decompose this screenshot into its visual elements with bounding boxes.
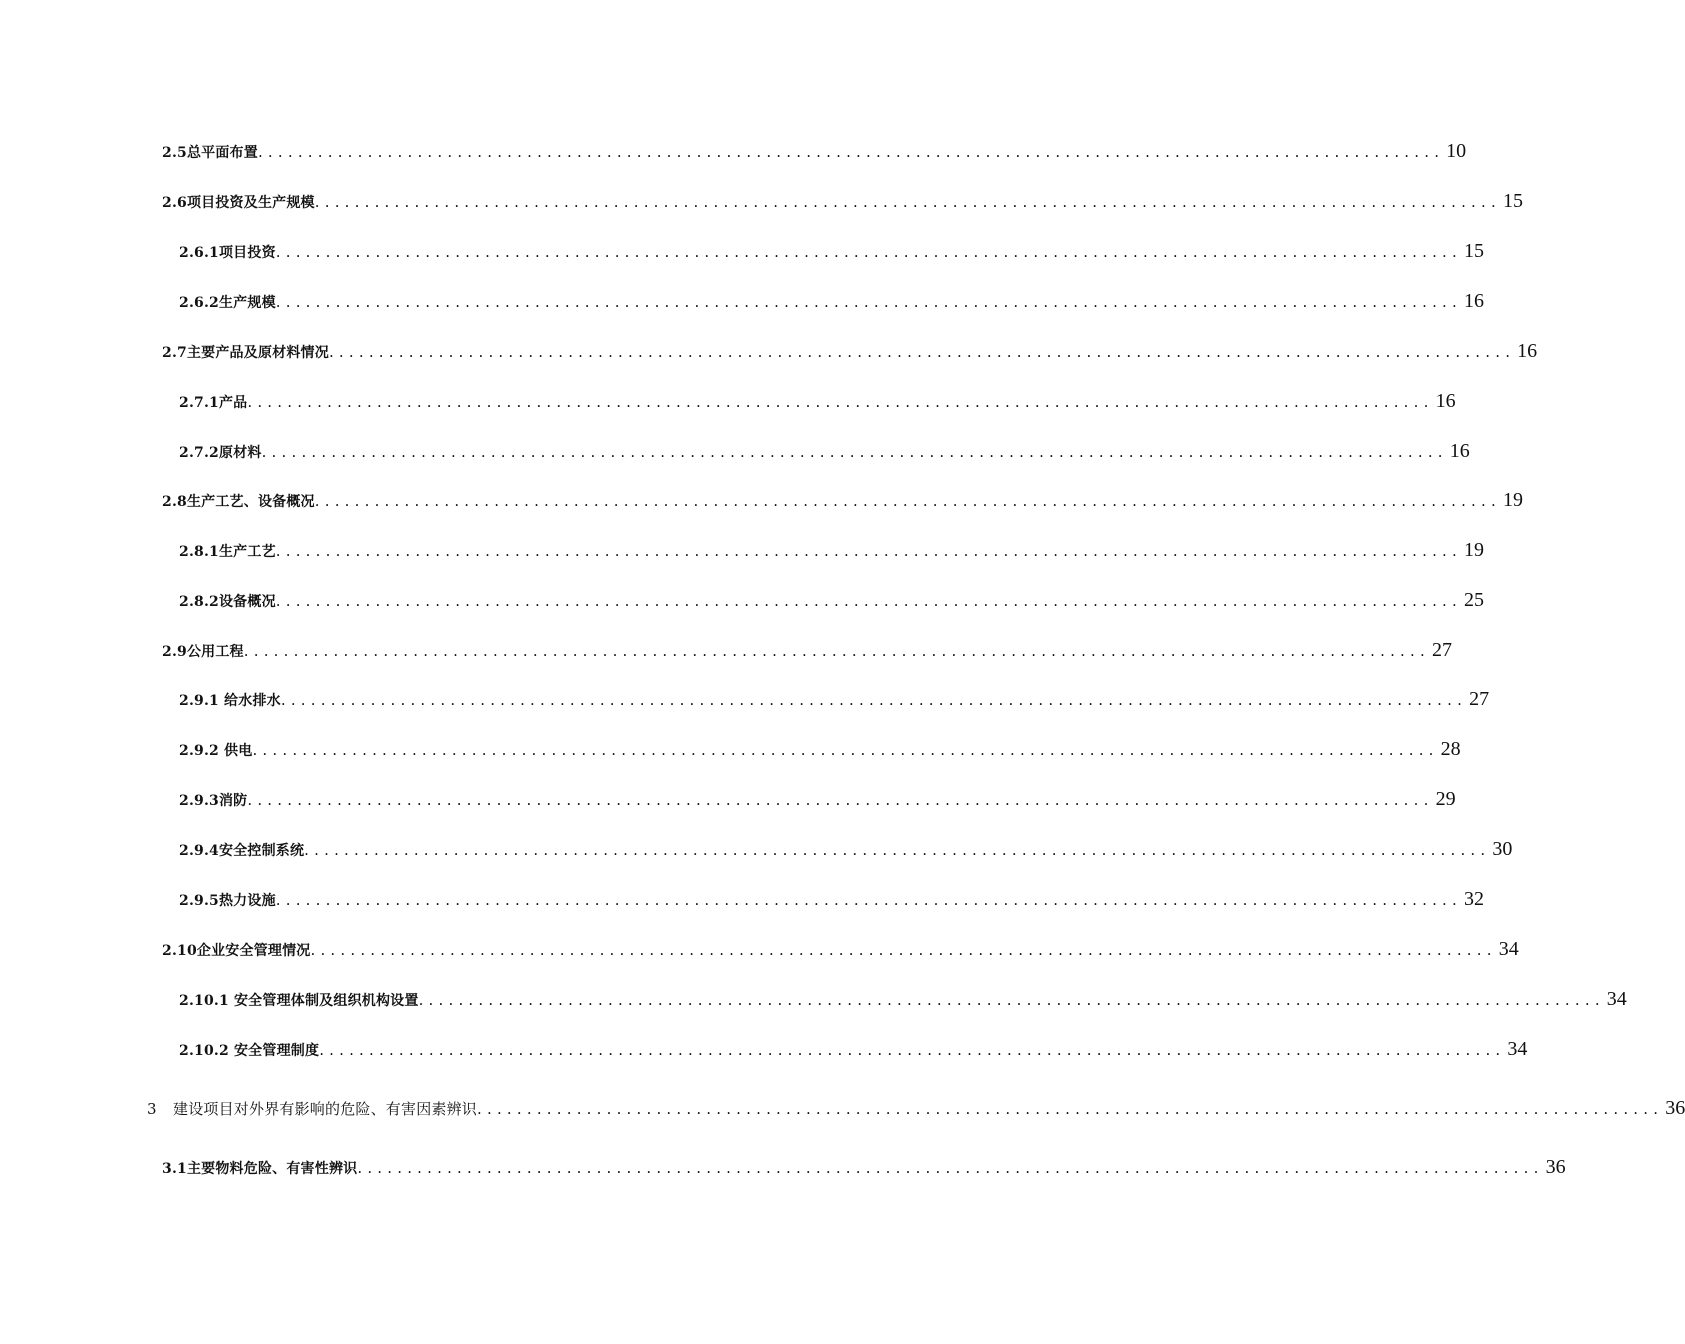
toc-entry-label: 2.9公用工程 xyxy=(162,644,244,660)
toc-entry[interactable] xyxy=(179,390,1456,413)
toc-entry-label: 2.10.1 安全管理体制及组织机构设置 xyxy=(179,993,419,1009)
toc-entry-label: 2.7.1产品 xyxy=(179,395,248,411)
dot-leader: ....................................................................................................................... xyxy=(275,592,1462,610)
toc-entry[interactable] xyxy=(162,489,1523,512)
toc-entry-label: 2.6.1项目投资 xyxy=(179,245,276,261)
toc-entry-label: 2.10.2 安全管理制度 xyxy=(179,1043,320,1059)
toc-entry[interactable] xyxy=(179,440,1470,463)
toc-entry-label: 2.7主要产品及原材料情况 xyxy=(162,345,329,361)
dot-leader: ....................................................................................................................... xyxy=(261,443,1448,461)
dot-leader: ....................................................................................................................... xyxy=(247,393,1434,411)
dot-leader: ....................................................................................................................... xyxy=(275,293,1462,311)
toc-entry-label: 3.1主要物料危险、有害性辨识 xyxy=(162,1161,358,1177)
toc-entry-label: 2.7.2原材料 xyxy=(179,445,262,461)
toc-entry-page: 34 xyxy=(1498,938,1519,960)
dot-leader: ....................................................................................................................... xyxy=(247,791,1434,809)
toc-entry[interactable] xyxy=(179,240,1484,263)
dot-leader: ....................................................................................................................... xyxy=(310,941,1497,959)
dot-leader: ....................................................................................................................... xyxy=(314,492,1501,510)
toc-entry-label: 2.8生产工艺、设备概况 xyxy=(162,494,315,510)
toc-entry[interactable] xyxy=(179,788,1456,811)
dot-leader: ....................................................................................................................... xyxy=(275,243,1462,261)
toc-entry-page: 19 xyxy=(1502,489,1523,511)
toc-entry[interactable] xyxy=(179,539,1484,562)
toc-entry-label: 2.6.2生产规模 xyxy=(179,295,276,311)
toc-entry[interactable] xyxy=(179,290,1484,313)
toc-entry[interactable] xyxy=(179,589,1484,612)
toc-entry-page: 34 xyxy=(1507,1038,1528,1060)
toc-entry-page: 27 xyxy=(1469,688,1490,710)
toc-entry-page: 27 xyxy=(1431,639,1452,661)
toc-entry[interactable] xyxy=(162,190,1523,213)
toc-entry-page: 10 xyxy=(1446,140,1467,162)
toc-entry-page: 30 xyxy=(1492,838,1513,860)
toc-entry[interactable] xyxy=(162,340,1538,363)
toc-entry-page: 15 xyxy=(1463,240,1484,262)
toc-entry[interactable] xyxy=(179,988,1627,1011)
dot-leader: ....................................................................................................................... xyxy=(304,841,1491,859)
dot-leader: ....................................................................................................................... xyxy=(252,741,1439,759)
toc-entry[interactable] xyxy=(162,938,1519,961)
toc-entry-page: 28 xyxy=(1440,738,1461,760)
dot-leader: ....................................................................................................................... xyxy=(418,991,1605,1009)
toc-entry-label: 2.10企业安全管理情况 xyxy=(162,943,311,959)
toc-chapter-entry[interactable] xyxy=(147,1097,1685,1120)
toc-entry-page: 19 xyxy=(1463,539,1484,561)
toc-entry-label: 2.9.1 给水排水 xyxy=(179,693,281,709)
toc-entry-page: 36 xyxy=(1545,1156,1566,1178)
toc-entry-label: 2.9.4安全控制系统 xyxy=(179,843,305,859)
toc-entry[interactable] xyxy=(162,639,1452,662)
toc-entry-page: 16 xyxy=(1517,340,1538,362)
toc-entry-label: 2.6项目投资及生产规模 xyxy=(162,195,315,211)
dot-leader: ....................................................................................................................... xyxy=(275,542,1462,560)
toc-entry-label: 2.9.3消防 xyxy=(179,793,248,809)
toc-entry[interactable] xyxy=(179,738,1461,761)
dot-leader: ....................................................................................................................... xyxy=(314,193,1501,211)
toc-entry[interactable] xyxy=(162,1156,1566,1179)
toc-entry-label: 2.9.2 供电 xyxy=(179,743,253,759)
toc-entry-page: 29 xyxy=(1435,788,1456,810)
toc-entry[interactable] xyxy=(162,140,1467,163)
toc-entry-label: 2.9.5热力设施 xyxy=(179,893,276,909)
toc-entry[interactable] xyxy=(179,1038,1528,1061)
dot-leader: ....................................................................................................................... xyxy=(357,1159,1544,1177)
toc-entry-page: 25 xyxy=(1463,589,1484,611)
toc-entry-page: 15 xyxy=(1502,190,1523,212)
toc-entry-page: 16 xyxy=(1463,290,1484,312)
toc-entry-page: 34 xyxy=(1606,988,1627,1010)
chapter-number: 3 xyxy=(147,1100,157,1118)
toc-entry-page: 32 xyxy=(1463,888,1484,910)
toc-entry-page: 16 xyxy=(1449,440,1470,462)
toc-entry[interactable] xyxy=(179,888,1484,911)
dot-leader: ....................................................................................................................... xyxy=(257,143,1445,161)
dot-leader: ....................................................................................................................... xyxy=(319,1041,1506,1059)
toc-entry-label xyxy=(147,1098,477,1119)
toc-entry[interactable] xyxy=(179,688,1490,711)
toc-entry-label: 2.8.1生产工艺 xyxy=(179,544,276,560)
toc-entry-page: 36 xyxy=(1665,1097,1685,1119)
dot-leader: ....................................................................................................................... xyxy=(328,343,1516,361)
toc-entry-label: 2.8.2设备概况 xyxy=(179,594,276,610)
dot-leader: ....................................................................................................................... xyxy=(275,891,1462,909)
dot-leader: ....................................................................................................................... xyxy=(280,691,1468,709)
toc-entry-page: 16 xyxy=(1435,390,1456,412)
toc-entry[interactable] xyxy=(179,838,1513,861)
chapter-title: 建设项目对外界有影响的危险、有害因素辨识 xyxy=(173,1100,478,1118)
dot-leader: ....................................................................................................................... xyxy=(477,1100,1664,1118)
toc-entry-label: 2.5总平面布置 xyxy=(162,145,258,161)
dot-leader: ....................................................................................................................... xyxy=(243,642,1430,660)
